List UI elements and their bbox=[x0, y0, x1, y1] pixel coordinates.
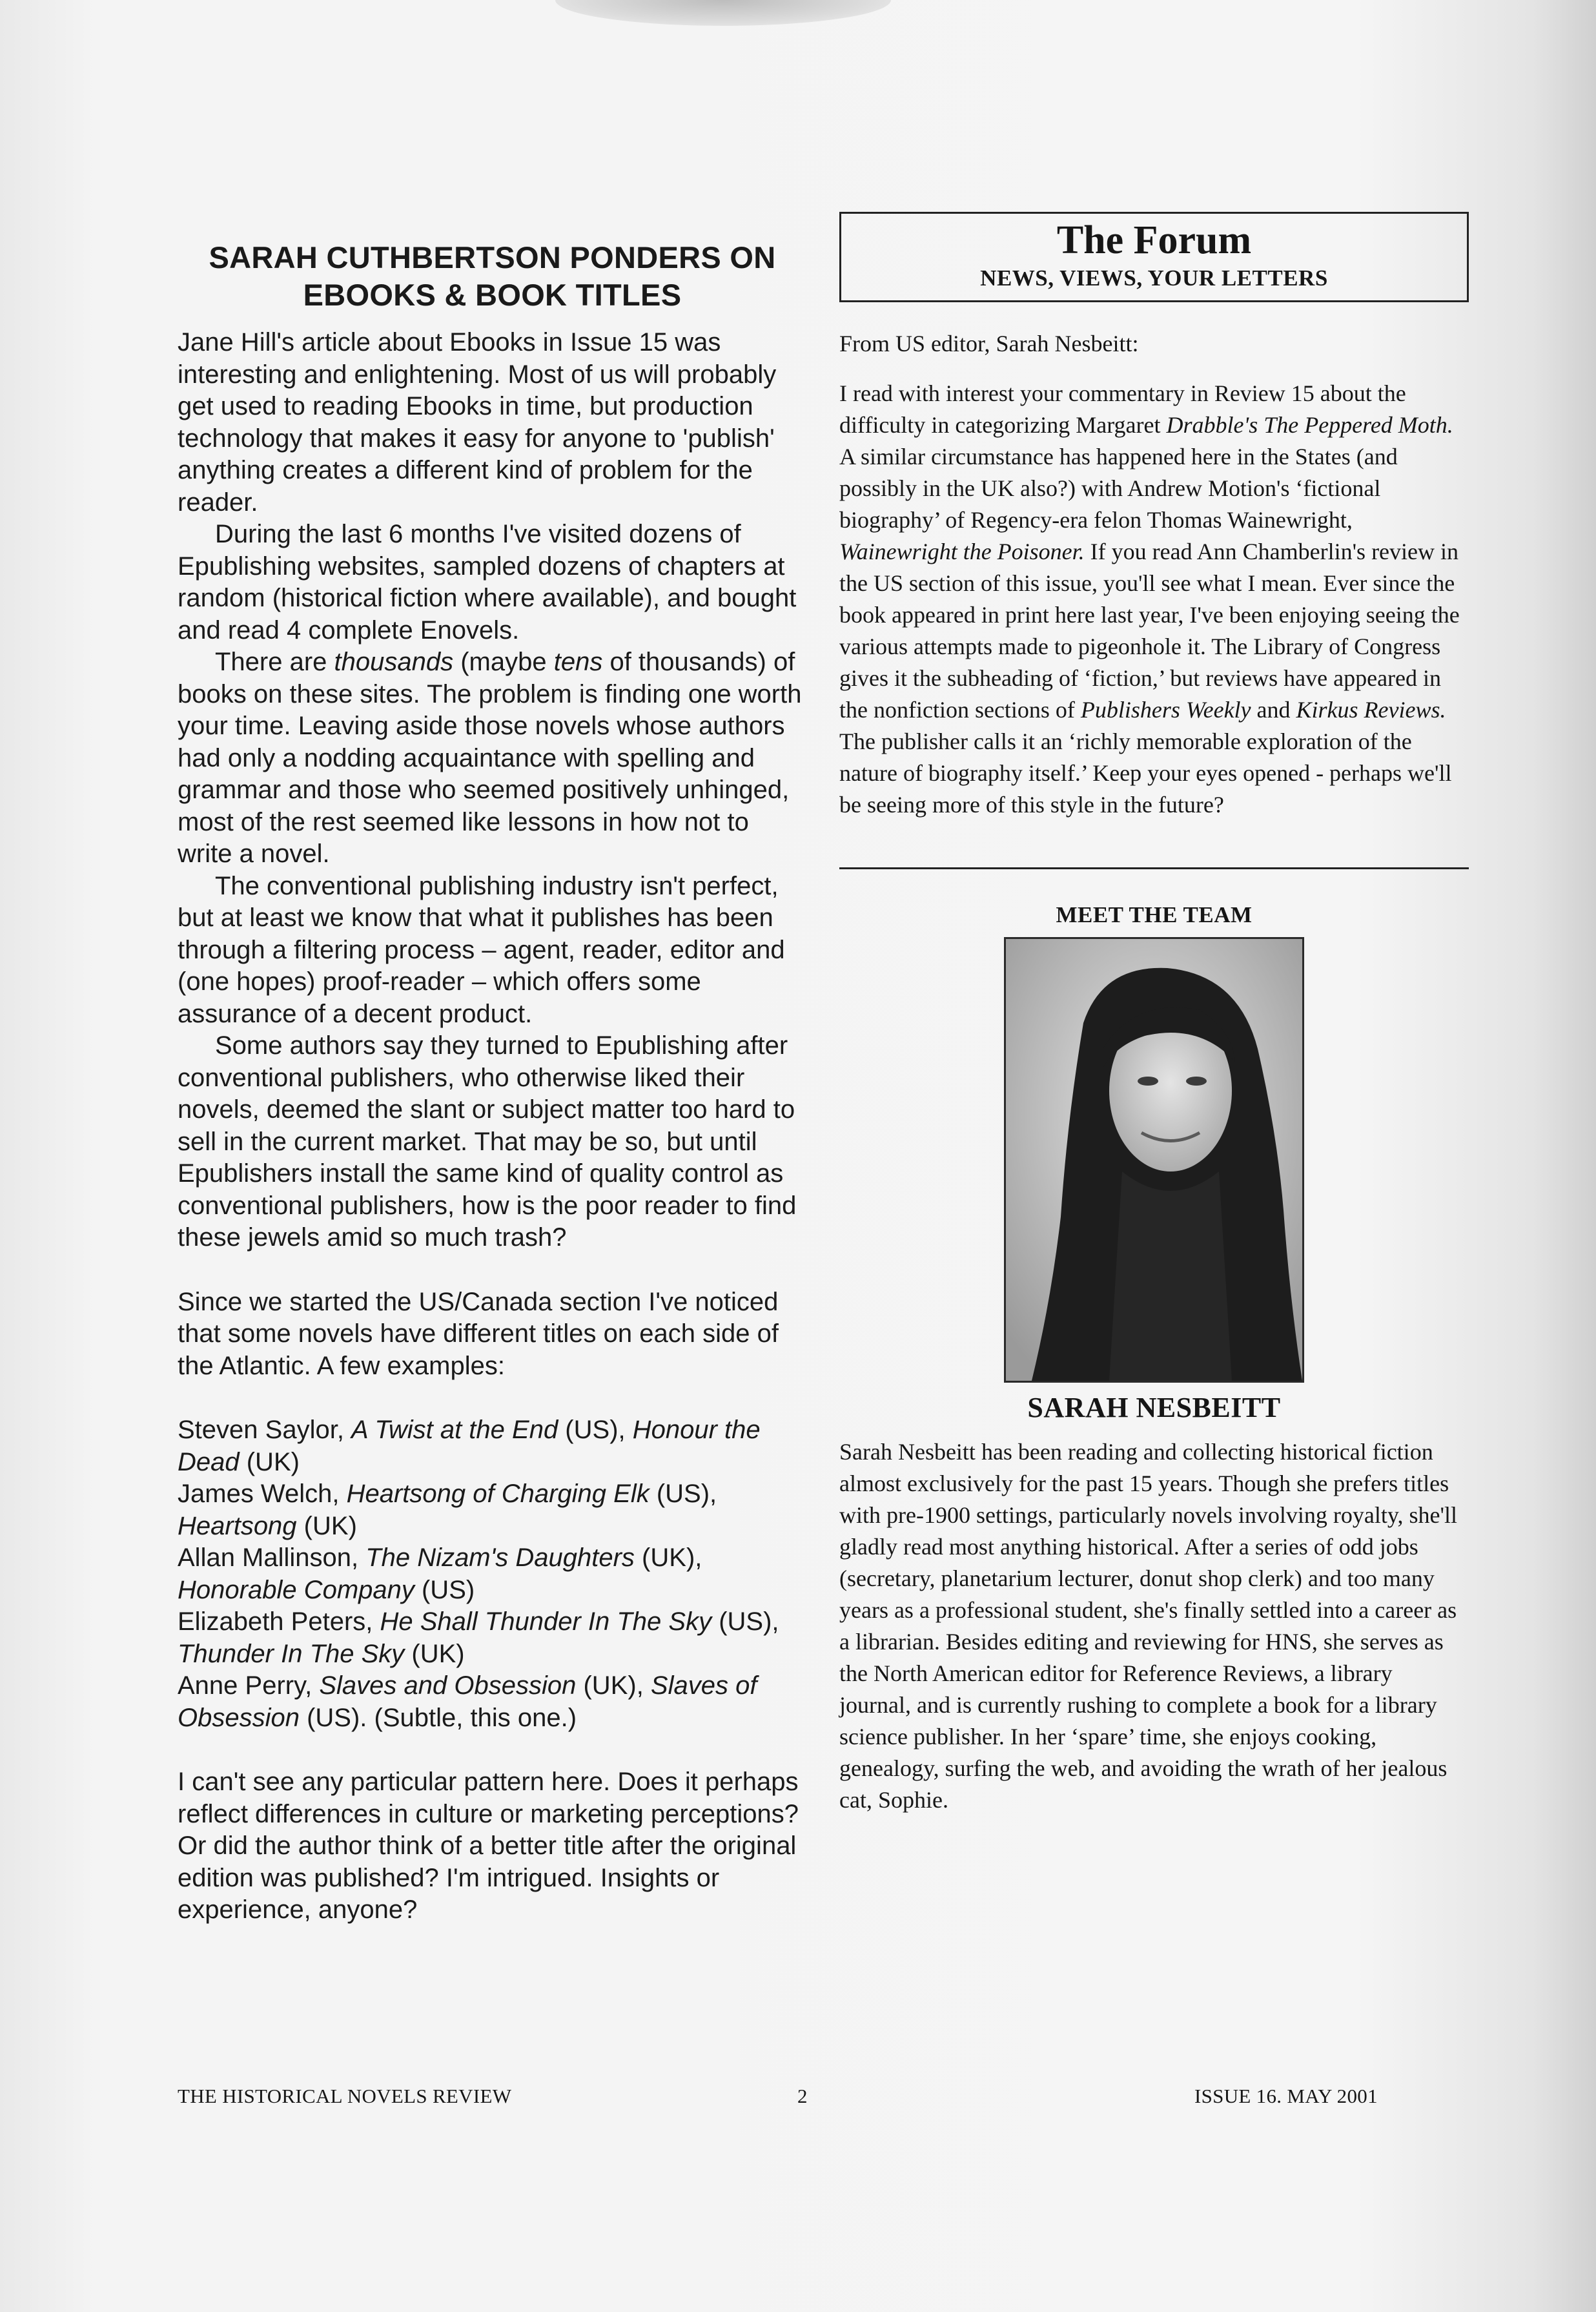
biography-text: Sarah Nesbeitt has been reading and collecting historical fiction almost exclusively for the past 15 years. Though she prefers titles with pre-1900 settings, particularly novels involving royalty, she'll gladly read most anything historical. After a series of odd jobs (secretary, planetarium lecturer, donut shop clerk) and too many years as a professional student, she's finally settled into a career as a librarian. Besides editing and reviewing for HNS, she serves as the North American editor for Reference Reviews, a library journal, and is currently rushing to complete a book for a library science publisher. In her ‘spare’ time, she enjoys cooking, genealogy, surfing the web, and avoiding the wrath of her jealous cat, Sophie. bbox=[839, 1439, 1457, 1813]
cuthbertson-article bbox=[178, 239, 807, 1926]
author-name: James Welch, bbox=[178, 1480, 347, 1508]
footer-page-number: 2 bbox=[797, 2085, 808, 2107]
forum-subtitle: NEWS, VIEWS, YOUR LETTERS bbox=[980, 265, 1328, 291]
section-divider bbox=[839, 867, 1469, 869]
emphasis-tens: tens bbox=[553, 648, 603, 676]
book-title: The Nizam's Daughters bbox=[365, 1543, 635, 1572]
portrait-caption: SARAH NESBEITT bbox=[1027, 1392, 1281, 1423]
forum-title: The Forum bbox=[1056, 218, 1252, 262]
publication-title: Kirkus Reviews. bbox=[1296, 697, 1446, 723]
region-tag: (UK) bbox=[296, 1511, 357, 1540]
region-tag: (US), bbox=[711, 1607, 779, 1636]
article-paragraph-4: The conventional publishing industry isn't perfect, but at least we know that what it publishes has been through a filtering process – agent, reader, editor and (one hopes) proof-reader – which offers some assurance of a decent product. bbox=[178, 871, 785, 1028]
region-tag: (US), bbox=[649, 1480, 717, 1508]
book-title: Slaves of Obsession bbox=[178, 1671, 757, 1732]
spacer bbox=[178, 1382, 807, 1414]
article-paragraph-2: During the last 6 months I've visited dozens of Epublishing websites, sampled dozens of chapters at random (historical fiction where available), and bought and read 4 complete Enovels. bbox=[178, 520, 797, 645]
article-paragraph-7: I can't see any particular pattern here. Does it perhaps reflect differences in culture or marketing perceptions? Or did the author think of a better title after the original edition was published? I'm intrigued. Insights or experience, anyone? bbox=[178, 1768, 799, 1924]
letter-from-line: From US editor, Sarah Nesbeitt: bbox=[839, 331, 1139, 356]
portrait-photo bbox=[1004, 937, 1304, 1383]
text-run: If you read Ann Chamberlin's review in the US section of this issue, you'll see what I mean. Ever since the book appeared in print here last year, I've been enjoying seeing the various attempts made to pigeonhole it. The Library of Congress gives it the subheading of ‘fiction,’ but reviews have appeared in the nonfiction sections of bbox=[839, 539, 1460, 723]
article-title bbox=[178, 239, 807, 314]
meet-the-team-heading: MEET THE TEAM bbox=[1056, 902, 1253, 927]
text-run: and bbox=[1251, 697, 1296, 723]
article-paragraph-1: Jane Hill's article about Ebooks in Issue 15 was interesting and enlightening. Most of us will probably get used to reading Ebooks in time, but production technology that makes it easy for anyone to 'publish' anything creates a different kind of problem for the reader. bbox=[178, 328, 777, 517]
title-example bbox=[178, 1670, 807, 1734]
text-run: A similar circumstance has happened here in the States (and possibly in the UK also?) with Andrew Motion's ‘fictional biography’ of Regency-era felon Thomas Wainewright, bbox=[839, 444, 1398, 533]
title-example bbox=[178, 1542, 807, 1606]
title-example bbox=[178, 1414, 807, 1478]
region-tag: (UK), bbox=[634, 1543, 702, 1572]
footer-issue: ISSUE 16. MAY 2001 bbox=[1194, 2085, 1378, 2107]
title-example bbox=[178, 1606, 807, 1670]
article-paragraph-3 bbox=[178, 646, 807, 871]
book-title: Slaves and Obsession bbox=[319, 1671, 577, 1700]
region-tag: (UK), bbox=[576, 1671, 651, 1700]
book-title: Heartsong bbox=[178, 1511, 297, 1540]
author-name: Elizabeth Peters, bbox=[178, 1607, 380, 1636]
region-tag: (US). (Subtle, this one.) bbox=[299, 1703, 577, 1732]
book-title: Heartsong of Charging Elk bbox=[346, 1480, 650, 1508]
forum-header-box bbox=[839, 212, 1469, 302]
spacer bbox=[178, 1734, 807, 1766]
text-run: (maybe bbox=[453, 648, 554, 676]
article-title-line-1: SARAH CUTHBERTSON PONDERS ON bbox=[209, 240, 776, 274]
text-run: I read with interest your commentary in Review 15 about the difficulty in categorizing Margaret bbox=[839, 380, 1406, 438]
article-paragraph-5: Some authors say they turned to Epublishing after conventional publishers, who otherwise liked their novels, deemed the slant or subject matter too hard to sell in the current market. That may be so, but until Epublishers install the same kind of quality control as conventional publishers, how is the poor reader to find these jewels amid so much trash? bbox=[178, 1031, 797, 1252]
region-tag: (UK) bbox=[239, 1447, 300, 1476]
author-name: Anne Perry, bbox=[178, 1671, 320, 1700]
text-run: There are bbox=[215, 648, 334, 676]
title-examples-list bbox=[178, 1414, 807, 1734]
author-name: Allan Mallinson, bbox=[178, 1543, 366, 1572]
region-tag: (UK) bbox=[404, 1639, 465, 1668]
author-name: Steven Saylor, bbox=[178, 1416, 352, 1444]
book-title: A Twist at the End bbox=[351, 1416, 558, 1444]
portrait-illustration bbox=[1006, 939, 1302, 1381]
publication-title: Publishers Weekly bbox=[1080, 697, 1251, 723]
book-title: Honour the Dead bbox=[178, 1416, 761, 1476]
forum-column bbox=[839, 212, 1469, 1839]
book-title: Thunder In The Sky bbox=[178, 1639, 405, 1668]
region-tag: (US) bbox=[414, 1575, 475, 1604]
book-title: Wainewright the Poisoner. bbox=[839, 539, 1085, 564]
book-title: Drabble's The Peppered Moth. bbox=[1166, 412, 1453, 438]
article-title-line-2: EBOOKS & BOOK TITLES bbox=[303, 278, 682, 312]
article-paragraph-6: Since we started the US/Canada section I've noticed that some novels have different titles on each side of the Atlantic. A few examples: bbox=[178, 1287, 779, 1380]
book-title: Honorable Company bbox=[178, 1575, 414, 1604]
letter-body bbox=[839, 378, 1469, 821]
emphasis-thousands: thousands bbox=[334, 648, 454, 676]
title-example bbox=[178, 1478, 807, 1542]
text-run: of thousands) of books on these sites. The problem is finding one worth your time. Leaving aside those novels whose authors had only a nodding acquaintance with spelling and grammar and those who seemed positively unhinged, most of the rest seemed like lessons in how not to write a novel. bbox=[178, 648, 802, 868]
region-tag: (US), bbox=[558, 1416, 633, 1444]
spacer bbox=[178, 1254, 807, 1286]
footer-publication: THE HISTORICAL NOVELS REVIEW bbox=[178, 2085, 512, 2107]
text-run: The publisher calls it an ‘richly memorable exploration of the nature of biography itself.’ Keep your eyes opened - perhaps we'll be seeing more of this style in the future? bbox=[839, 728, 1452, 818]
book-title: He Shall Thunder In The Sky bbox=[380, 1607, 712, 1636]
